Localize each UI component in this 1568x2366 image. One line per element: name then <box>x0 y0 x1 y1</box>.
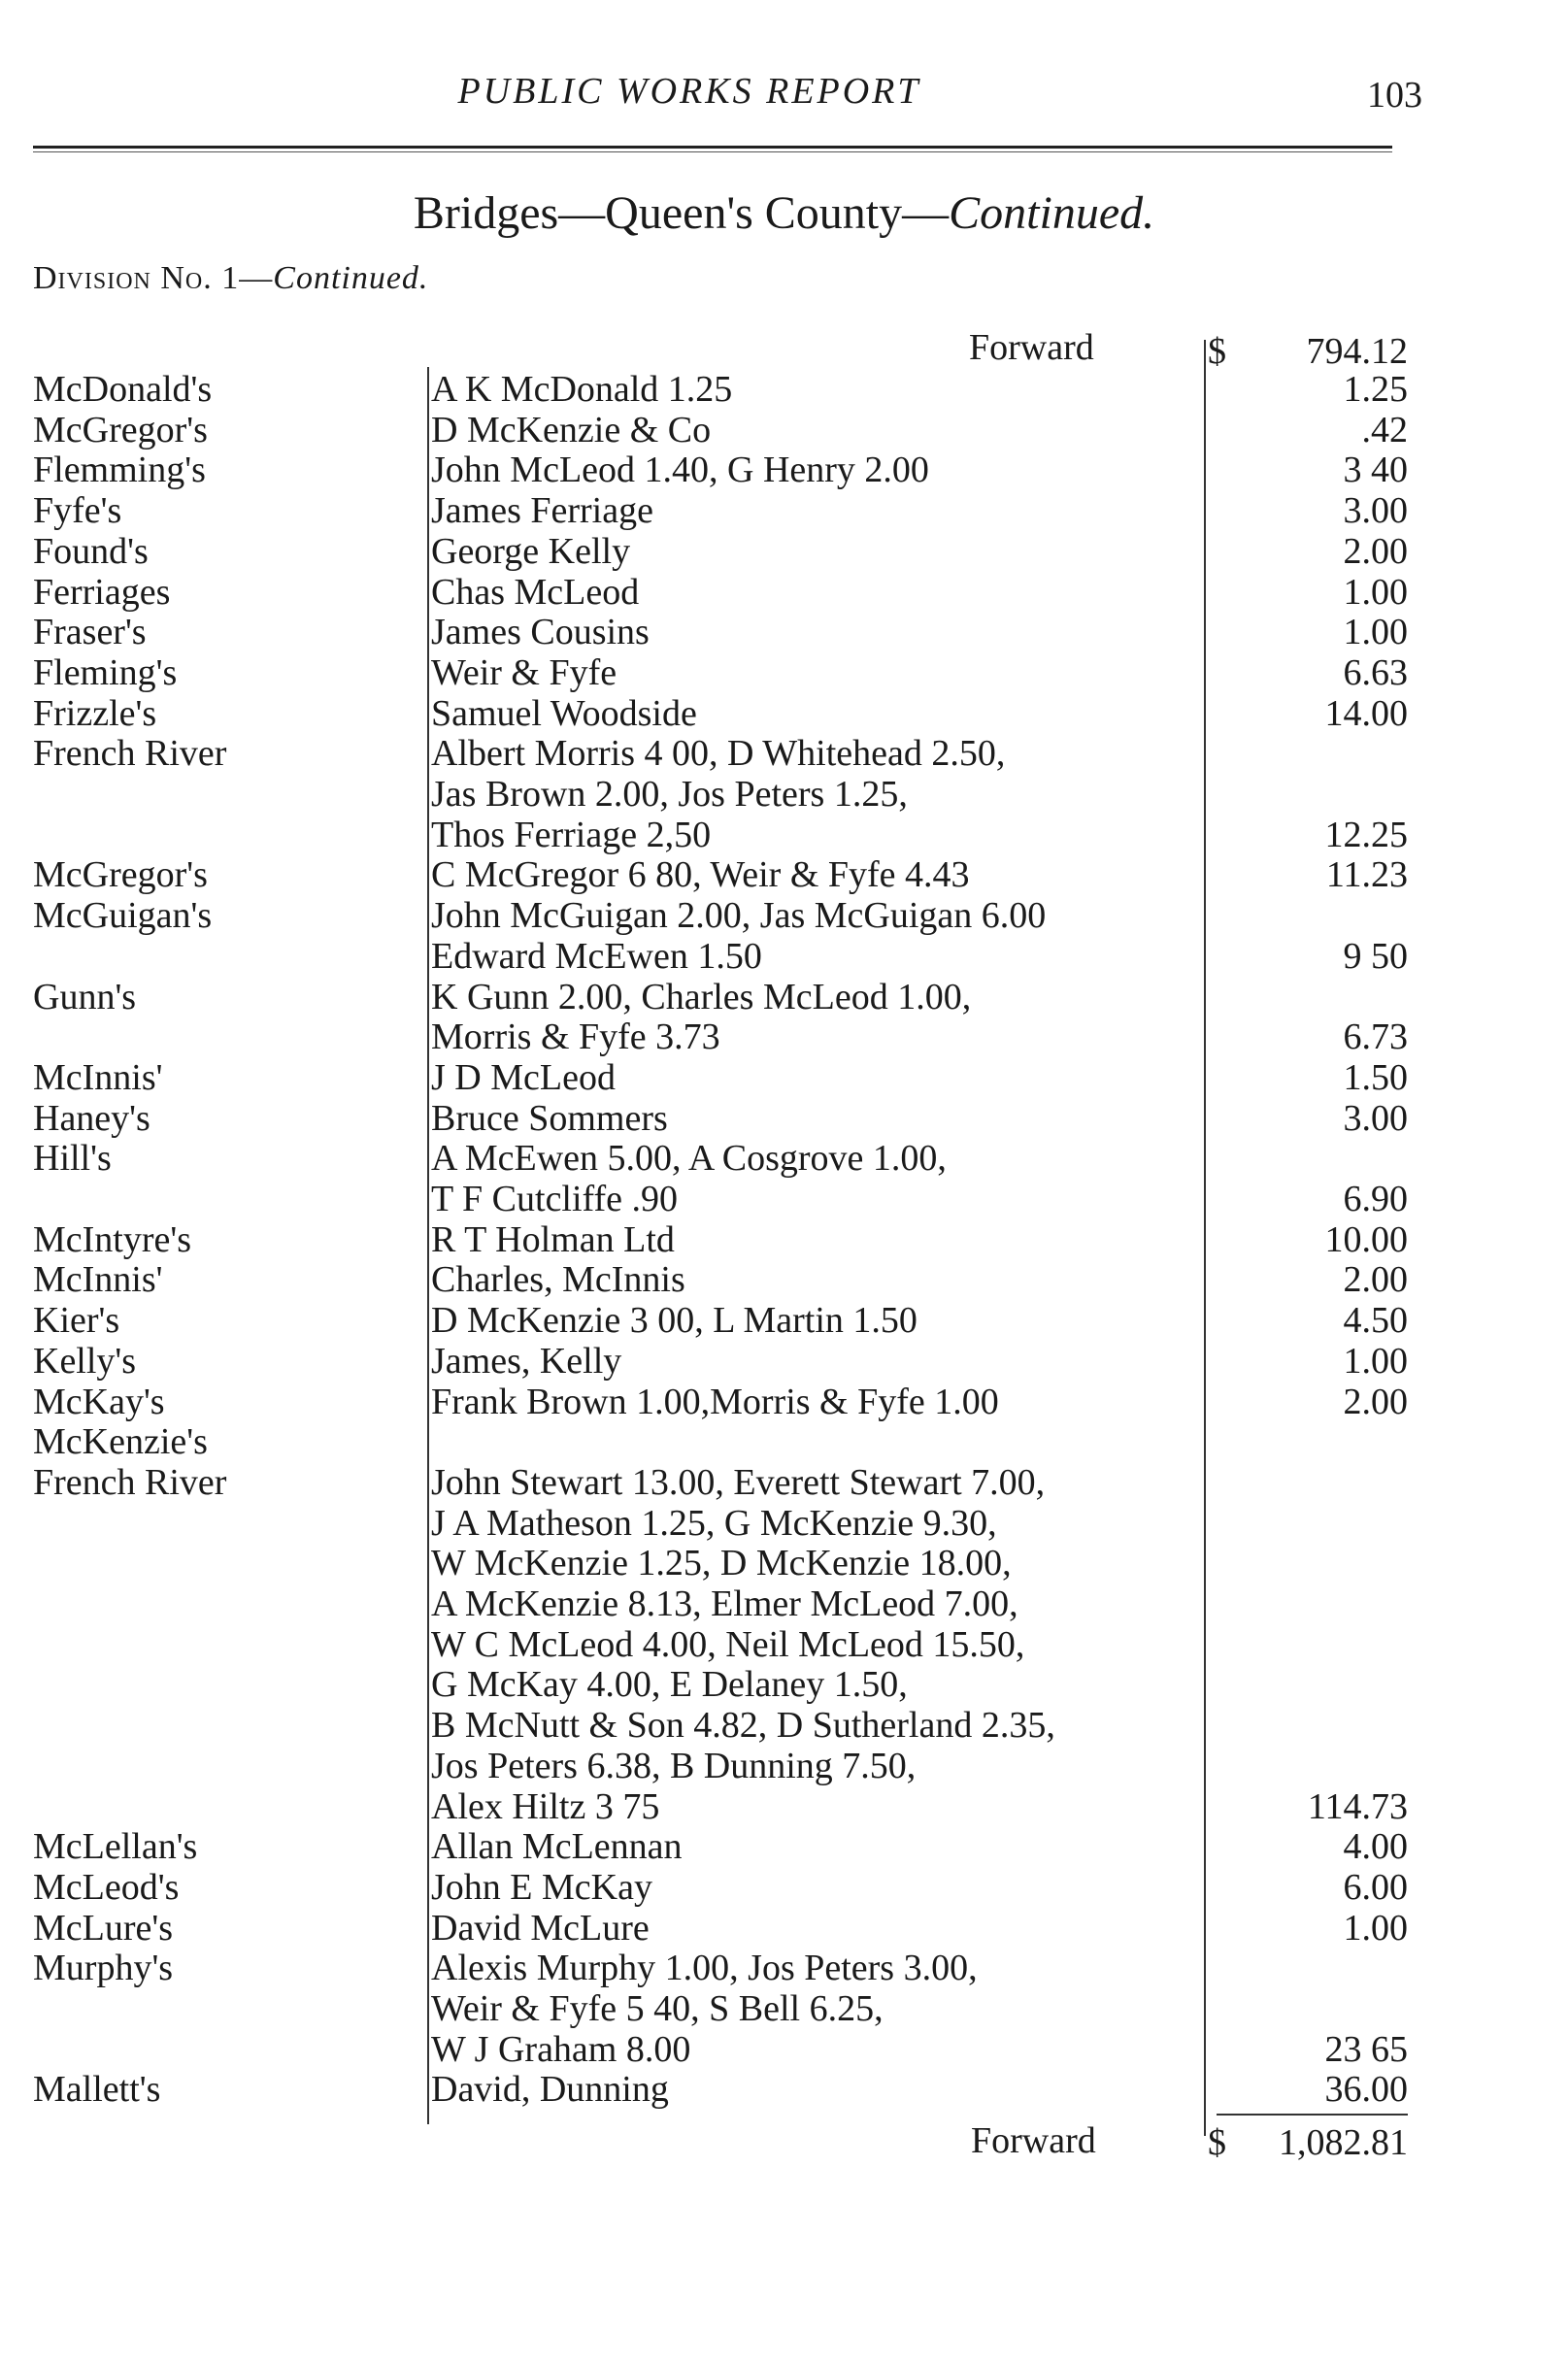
bridge-name: McGregor's <box>33 409 208 450</box>
forward-currency-bottom: $ <box>1208 2122 1226 2163</box>
section-title-continued: Continued. <box>949 187 1155 239</box>
bridge-name: Mallett's <box>33 2069 161 2111</box>
bridge-name: Kier's <box>33 1300 120 1342</box>
table-row <box>0 977 1568 1017</box>
table-row <box>0 2069 1568 2110</box>
payee: Morris & Fyfe 3.73 <box>431 1016 720 1058</box>
bridge-name: French River <box>33 1461 227 1503</box>
division-number: 1— <box>221 260 274 296</box>
payee: Samuel Woodside <box>431 692 697 734</box>
payee: B McNutt & Son 4.82, D Sutherland 2.35, <box>431 1705 1055 1747</box>
table-row <box>0 531 1568 572</box>
amount: 1.00 <box>1343 571 1408 613</box>
table-row <box>0 450 1568 490</box>
payee: C McGregor 6 80, Weir & Fyfe 4.43 <box>431 854 970 896</box>
payee: Chas McLeod <box>431 571 640 613</box>
amount: 1.50 <box>1343 1056 1408 1098</box>
table-row <box>0 1098 1568 1139</box>
table-row <box>0 1746 1568 1786</box>
payee: John Stewart 13.00, Everett Stewart 7.00, <box>431 1461 1046 1503</box>
amount: 6.90 <box>1343 1179 1408 1219</box>
division-label: Division No. <box>33 260 213 296</box>
payee: W C McLeod 4.00, Neil McLeod 15.50, <box>431 1623 1025 1665</box>
table-row <box>0 2029 1568 2070</box>
bridge-name: Flemming's <box>33 450 206 491</box>
amount: 10.00 <box>1324 1218 1408 1260</box>
amount: 1.00 <box>1343 1340 1408 1382</box>
payee: John McGuigan 2.00, Jas McGuigan 6.00 <box>431 895 1047 937</box>
payee: Allan McLennan <box>431 1826 683 1868</box>
bridge-name: McDonald's <box>33 369 213 410</box>
table-row <box>0 490 1568 531</box>
amount: .42 <box>1361 409 1408 450</box>
bridge-name: Haney's <box>33 1097 150 1139</box>
table-row <box>0 1705 1568 1746</box>
table-row <box>0 1421 1568 1462</box>
payee: W J Graham 8.00 <box>431 2028 691 2070</box>
amount: 2.00 <box>1343 1259 1408 1301</box>
amount: 23 65 <box>1324 2028 1408 2070</box>
payee: A McEwen 5.00, A Cosgrove 1.00, <box>431 1138 947 1180</box>
bridge-name: Fleming's <box>33 651 178 693</box>
bridge-name: French River <box>33 733 227 775</box>
table-row <box>0 1786 1568 1827</box>
division-heading <box>33 260 428 297</box>
amount: 114.73 <box>1307 1785 1408 1827</box>
table-row <box>0 854 1568 895</box>
bridge-name: Gunn's <box>33 976 137 1017</box>
page-number: 103 <box>1367 75 1422 116</box>
bridge-name: Ferriages <box>33 571 171 613</box>
bridge-name: McLure's <box>33 1907 174 1949</box>
table-row <box>0 1908 1568 1949</box>
forward-label-bottom: Forward <box>971 2120 1096 2161</box>
payee: John E McKay <box>431 1866 652 1908</box>
payee: David McLure <box>431 1907 650 1949</box>
payee: Weir & Fyfe 5 40, S Bell 6.25, <box>431 1988 884 2029</box>
payee: J A Matheson 1.25, G McKenzie 9.30, <box>431 1502 997 1544</box>
bridge-name: McLeod's <box>33 1866 180 1908</box>
amount: 3.00 <box>1343 1097 1408 1139</box>
amount: 1.00 <box>1343 612 1408 653</box>
payee: Charles, McInnis <box>431 1259 685 1301</box>
bridge-name: McKay's <box>33 1381 165 1422</box>
table-row <box>0 572 1568 613</box>
bridge-name: McLellan's <box>33 1826 198 1868</box>
table-row <box>0 1179 1568 1219</box>
bridge-name: McInnis' <box>33 1056 163 1098</box>
payee: Thos Ferriage 2,50 <box>431 814 712 855</box>
table-row <box>0 652 1568 693</box>
payee: David, Dunning <box>431 2069 669 2111</box>
table-row <box>0 410 1568 450</box>
payee: K Gunn 2.00, Charles McLeod 1.00, <box>431 976 972 1017</box>
payee: Frank Brown 1.00,Morris & Fyfe 1.00 <box>431 1381 999 1422</box>
table-row <box>0 1624 1568 1665</box>
payee: James, Kelly <box>431 1340 622 1382</box>
amount: 2.00 <box>1343 530 1408 572</box>
bridge-name: Hill's <box>33 1138 112 1180</box>
table-row <box>0 369 1568 410</box>
table-row <box>0 1341 1568 1382</box>
table-row <box>0 1016 1568 1057</box>
payee: Bruce Sommers <box>431 1097 668 1139</box>
table-row <box>0 936 1568 977</box>
table-row <box>0 1948 1568 1988</box>
division-continued: Continued. <box>273 260 429 296</box>
table-row <box>0 1300 1568 1341</box>
table-row <box>0 1462 1568 1503</box>
amount: 14.00 <box>1324 692 1408 734</box>
total-rule <box>1217 2114 1408 2116</box>
bridge-name: Fraser's <box>33 612 147 653</box>
payee: John McLeod 1.40, G Henry 2.00 <box>431 450 929 491</box>
bridge-name: Kelly's <box>33 1340 137 1382</box>
payee: R T Holman Ltd <box>431 1218 675 1260</box>
amount: 1.25 <box>1343 369 1408 410</box>
header-rule <box>33 146 1392 152</box>
payee: Jas Brown 2.00, Jos Peters 1.25, <box>431 774 908 815</box>
bridge-name: Frizzle's <box>33 692 157 734</box>
table-row <box>0 1138 1568 1179</box>
amount: 3 40 <box>1343 450 1408 491</box>
payee: Weir & Fyfe <box>431 651 617 693</box>
table-row <box>0 693 1568 734</box>
payee: Jos Peters 6.38, B Dunning 7.50, <box>431 1745 917 1786</box>
bridge-name: Murphy's <box>33 1948 174 1989</box>
bridge-name: McKenzie's <box>33 1421 208 1463</box>
table-row <box>0 1543 1568 1583</box>
table-row <box>0 1583 1568 1624</box>
table-row <box>0 1057 1568 1098</box>
amount: 3.00 <box>1343 490 1408 532</box>
bridge-name: McIntyre's <box>33 1218 192 1260</box>
table-row <box>0 612 1568 652</box>
table-row <box>0 1219 1568 1260</box>
table-row <box>0 1259 1568 1300</box>
payee: A McKenzie 8.13, Elmer McLeod 7.00, <box>431 1583 1018 1624</box>
table-row <box>0 733 1568 774</box>
payee: Albert Morris 4 00, D Whitehead 2.50, <box>431 733 1006 775</box>
forward-amount-top: 794.12 <box>1306 331 1408 372</box>
payee: James Ferriage <box>431 490 653 532</box>
bridge-name: Found's <box>33 530 149 572</box>
payee: A K McDonald 1.25 <box>431 369 733 410</box>
amount: 12.25 <box>1324 814 1408 855</box>
section-title-main: Bridges—Queen's County— <box>413 187 950 239</box>
payee: W McKenzie 1.25, D McKenzie 18.00, <box>431 1543 1012 1584</box>
amount: 6.63 <box>1343 651 1408 693</box>
table-row <box>0 1826 1568 1867</box>
payee: D McKenzie & Co <box>431 409 712 450</box>
amount: 36.00 <box>1324 2069 1408 2111</box>
table-row <box>0 1503 1568 1544</box>
section-title <box>0 186 1568 240</box>
table-row <box>0 1867 1568 1908</box>
payee: J D McLeod <box>431 1056 616 1098</box>
bridge-name: McInnis' <box>33 1259 163 1301</box>
bridge-name: McGregor's <box>33 854 208 896</box>
amount: 2.00 <box>1343 1381 1408 1422</box>
amount: 11.23 <box>1325 854 1408 896</box>
amount: 6.73 <box>1343 1016 1408 1058</box>
payee: G McKay 4.00, E Delaney 1.50, <box>431 1664 908 1706</box>
bridge-name: Fyfe's <box>33 490 122 532</box>
payee: George Kelly <box>431 530 631 572</box>
payee: James Cousins <box>431 612 650 653</box>
amount: 6.00 <box>1343 1866 1408 1908</box>
amount: 1.00 <box>1343 1907 1408 1949</box>
table-row <box>0 895 1568 936</box>
forward-label-top: Forward <box>969 327 1094 368</box>
forward-currency-top: $ <box>1208 331 1226 372</box>
running-head <box>0 70 1568 128</box>
payee: Edward McEwen 1.50 <box>431 935 762 977</box>
table-row <box>0 774 1568 815</box>
payee: D McKenzie 3 00, L Martin 1.50 <box>431 1300 917 1342</box>
payee: Alex Hiltz 3 75 <box>431 1785 660 1827</box>
table-row <box>0 1382 1568 1422</box>
amount: 4.50 <box>1343 1300 1408 1342</box>
payee: T F Cutcliffe .90 <box>431 1179 679 1219</box>
amount: 9 50 <box>1343 935 1408 977</box>
payee: Alexis Murphy 1.00, Jos Peters 3.00, <box>431 1948 978 1989</box>
table-row <box>0 815 1568 855</box>
table-row <box>0 1664 1568 1705</box>
forward-amount-bottom: 1,082.81 <box>1279 2122 1408 2163</box>
table-row <box>0 1988 1568 2029</box>
bridge-name: McGuigan's <box>33 895 213 937</box>
running-title: PUBLIC WORKS REPORT <box>457 71 921 112</box>
amount: 4.00 <box>1343 1826 1408 1868</box>
